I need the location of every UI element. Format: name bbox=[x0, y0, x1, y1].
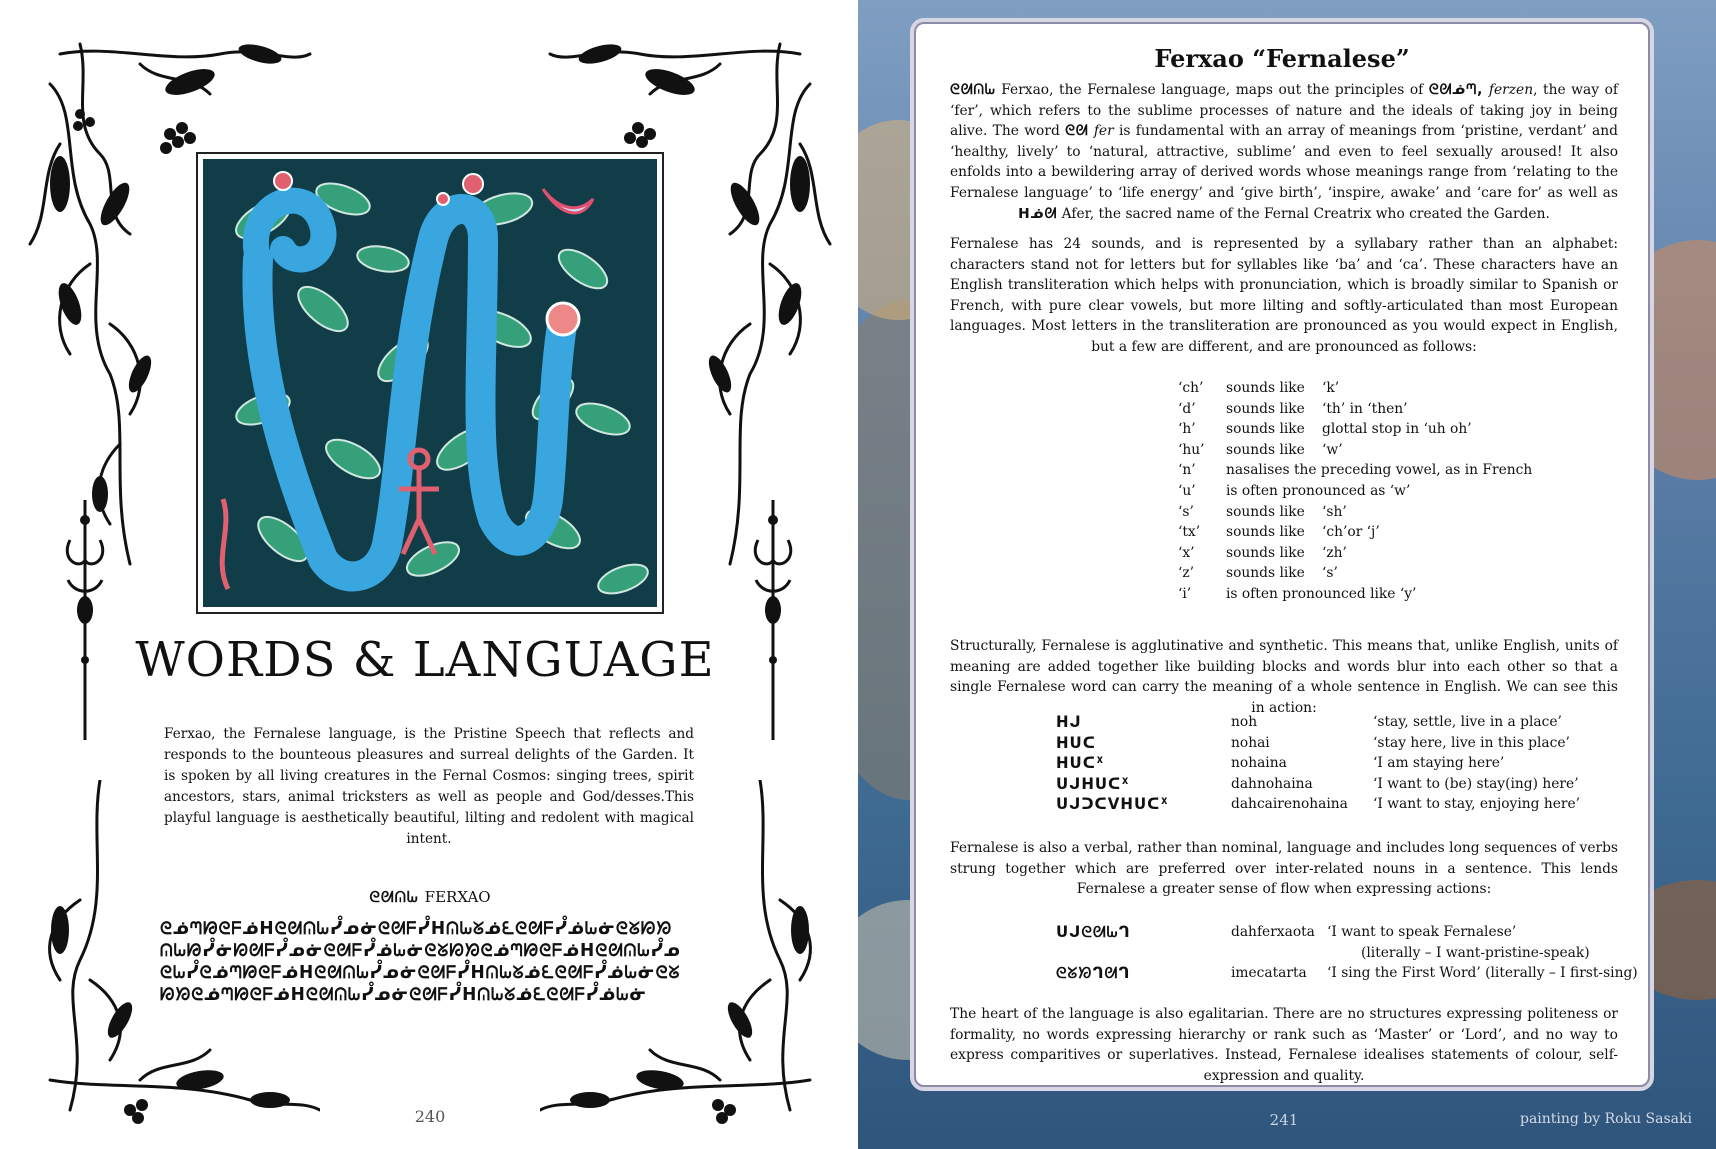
fernalese-glyph: ᘓᘛᕬᘈ bbox=[950, 82, 996, 98]
text-panel bbox=[914, 22, 1650, 1087]
page-number: 240 bbox=[414, 1107, 446, 1126]
paragraph-ferxao-meaning: ᘓᘛᕬᘈ Ferxao, the Fernalese language, maps out the principles of ᘓᘛᓅᘉ, ferzen, the way of ‘fer’, which refers to the sublime processes of nature and the ideals of taking joy in being alive. The word ᘓᘛ fer is fundamental with an array of meanings from ‘pristine, verdant’ and ‘healthy, lively’ to ‘natural, attractive, sublime’ and even to feel sexually aroused! It also enfolds into a bewildering array of derived words whose meanings range from ‘relating to the Fernalese language’ to ‘life energy’ and ‘give birth’, ‘inspire, awake’ and ‘care for’ as well as ᕼᓅᘛ Afer, the sacred name of the Fernal Creatrix who created the Garden. bbox=[950, 82, 1618, 222]
page-number: 241 bbox=[1269, 1111, 1299, 1129]
fernalese-glyph: ᘓᘛᓅᘉ, bbox=[1428, 82, 1484, 98]
script-line: ᕬᘈᘙᓮᓃᘗᘛᖴᓮᓄᓃᘓᘛᖴᓮᓅᘈᓃᘓᘜᘗᘞᘓᓅᘉᘙᘓᖴᓅᕼᘓᘛᕬᘈᓮᓄ bbox=[160, 941, 681, 961]
table-row: ᕼᑌᑕ nohai ‘stay here, live in this place’ bbox=[1056, 733, 1570, 752]
letter-w-artwork bbox=[196, 152, 664, 614]
script-line: ᘗᘞᘓᓅᘉᘙᘓᖴᓅᕼᘓᘛᕬᘈᓮᓄᓃᘓᘛᖴᓮᕼᕬᘈᘜᓅᘍᘓᘛᖴᓮᓅᘈᓃ bbox=[160, 985, 648, 1005]
fernalese-glyph: ᘓᘛ bbox=[1065, 123, 1089, 140]
page-title: WORDS & LANGUAGE bbox=[135, 632, 715, 688]
script-heading-text: FERXAO bbox=[424, 888, 491, 906]
script-heading bbox=[300, 888, 560, 906]
table-row: ᑌᒍᘓᘛᘈᒉ dahferxaota ‘I want to speak Fernalese’ bbox=[1056, 923, 1517, 941]
paragraph-structure: Structurally, Fernalese is agglutinative and synthetic. This means that, unlike English, units of meaning are added together like building blocks and words blur into each other so that a single Fernalese word can carry the meaning of a whole sentence in English. We can see this in action: bbox=[950, 638, 1618, 716]
intro-paragraph: Ferxao, the Fernalese language, is the Pristine Speech that reflects and responds to the bounteous pleasures and surreal delights of the Garden. It is spoken by all living creatures in the Fernal Cosmos: singing trees, spirit ancestors, stars, animal tricksters as well as people and God/desses.This playful language is aesthetically beautiful, lilting and redolent with magical intent. bbox=[164, 726, 694, 847]
right-page bbox=[858, 0, 1716, 1149]
table-row: ‘i’ is often pronounced like ‘y’ bbox=[1178, 585, 1417, 602]
paragraph-sounds-intro: Fernalese has 24 sounds, and is represented by a syllabary rather than an alphabet: characters stand not for letters but for syllables like ‘ba’ and ‘ca’. These characters have an English transliteration which helps with pronunciation, which is broadly similar to Spanish or French, with pure clear vowels, but more lilting and softly-articulated than most European languages. Most letters in the transliteration are pronounced as you would expect in English, but a few are different, and are pronounced as follows: bbox=[950, 236, 1618, 355]
table-row: (literally – I want-pristine-speak) bbox=[1361, 944, 1590, 961]
pronunciation-table bbox=[1178, 378, 1532, 605]
left-side-ornament bbox=[60, 500, 110, 740]
artwork-canvas bbox=[203, 159, 657, 607]
panel-title: Ferxao “Fernalese” bbox=[1154, 44, 1410, 73]
table-row: ‘x’ sounds like ‘zh’ bbox=[1178, 544, 1347, 561]
table-row: ᕼᒍ noh ‘stay, settle, live in a place’ bbox=[1056, 713, 1562, 731]
verbal-examples-table bbox=[1056, 922, 1638, 984]
table-row: ‘n’ nasalises the preceding vowel, as in French bbox=[1178, 462, 1533, 479]
right-side-ornament bbox=[748, 500, 798, 740]
script-line: ᘓᓅᘉᘙᘓᖴᓅᕼᘓᘛᕬᘈᓮᓄᓃᘓᘛᖴᓮᕼᕬᘈᘜᓅᘍᘓᘛᖴᓮᓅᘈᓃᘓᘜᘗᘞ bbox=[160, 919, 673, 939]
table-row: ‘h’ sounds like glottal stop in ‘uh oh’ bbox=[1178, 421, 1472, 438]
table-row: ‘z’ sounds like ‘s’ bbox=[1178, 565, 1338, 582]
table-row: ᑌᒍᑐᑕᐯᕼᑌᑕᕁ dahcairenohaina ‘I want to stay, enjoying here’ bbox=[1056, 795, 1581, 814]
agglutination-examples-table bbox=[1056, 712, 1580, 815]
table-row: ‘ch’ sounds like ‘k’ bbox=[1178, 380, 1340, 396]
table-row: ᑌᒍᕼᑌᑕᕁ dahnohaina ‘I want to (be) stay(ing) here’ bbox=[1056, 774, 1579, 793]
fernalese-script-block bbox=[160, 918, 700, 1006]
painting-credit: painting by Roku Sasaki bbox=[1519, 1111, 1692, 1127]
script-line: ᘓᘈᓮᘓᓅᘉᘙᘓᖴᓅᕼᘓᘛᕬᘈᓮᓄᓃᘓᘛᖴᓮᕼᕬᘈᘜᓅᘍᘓᘛᖴᓮᓅᘈᓃᘓᘜ bbox=[160, 963, 681, 983]
table-row: ᘓᘜᘞᒉᘛᒉ imecatarta ‘I sing the First Word’ (literally – I first-sing) bbox=[1056, 964, 1638, 983]
paragraph-egalitarian: The heart of the language is also egalitarian. There are no structures expressing politeness or formality, no words expressing hierarchy or rank such as ‘Master’ or ‘Lord’, and no way to express comparitives or superlatives. Instead, Fernalese idealises statements of colour, self-expression and quality. bbox=[950, 1006, 1618, 1084]
table-row: ‘s’ sounds like ‘sh’ bbox=[1178, 503, 1347, 520]
paragraph-verbal: Fernalese is also a verbal, rather than nominal, language and includes long sequences of verbs strung together which are preferred over inter-related nouns in a sentence. This lends Fernalese a greater sense of flow when expressing actions: bbox=[950, 840, 1618, 898]
script-heading-glyph: ᘓᘛᕬᘈ bbox=[369, 888, 419, 906]
table-row: ᕼᑌᑕᕁ nohaina ‘I am staying here’ bbox=[1056, 754, 1505, 773]
table-row: ‘tx’ sounds like ‘ch’or ‘j’ bbox=[1178, 524, 1380, 541]
leaf-serpent-painting bbox=[203, 159, 657, 607]
table-row: ‘u’ is often pronounced as ‘w’ bbox=[1178, 482, 1411, 499]
fernalese-glyph: ᕼᓅᘛ bbox=[1018, 205, 1058, 222]
table-row: ‘d’ sounds like ‘th’ in ‘then’ bbox=[1178, 400, 1408, 417]
table-row: ‘hu’ sounds like ‘w’ bbox=[1178, 441, 1343, 458]
